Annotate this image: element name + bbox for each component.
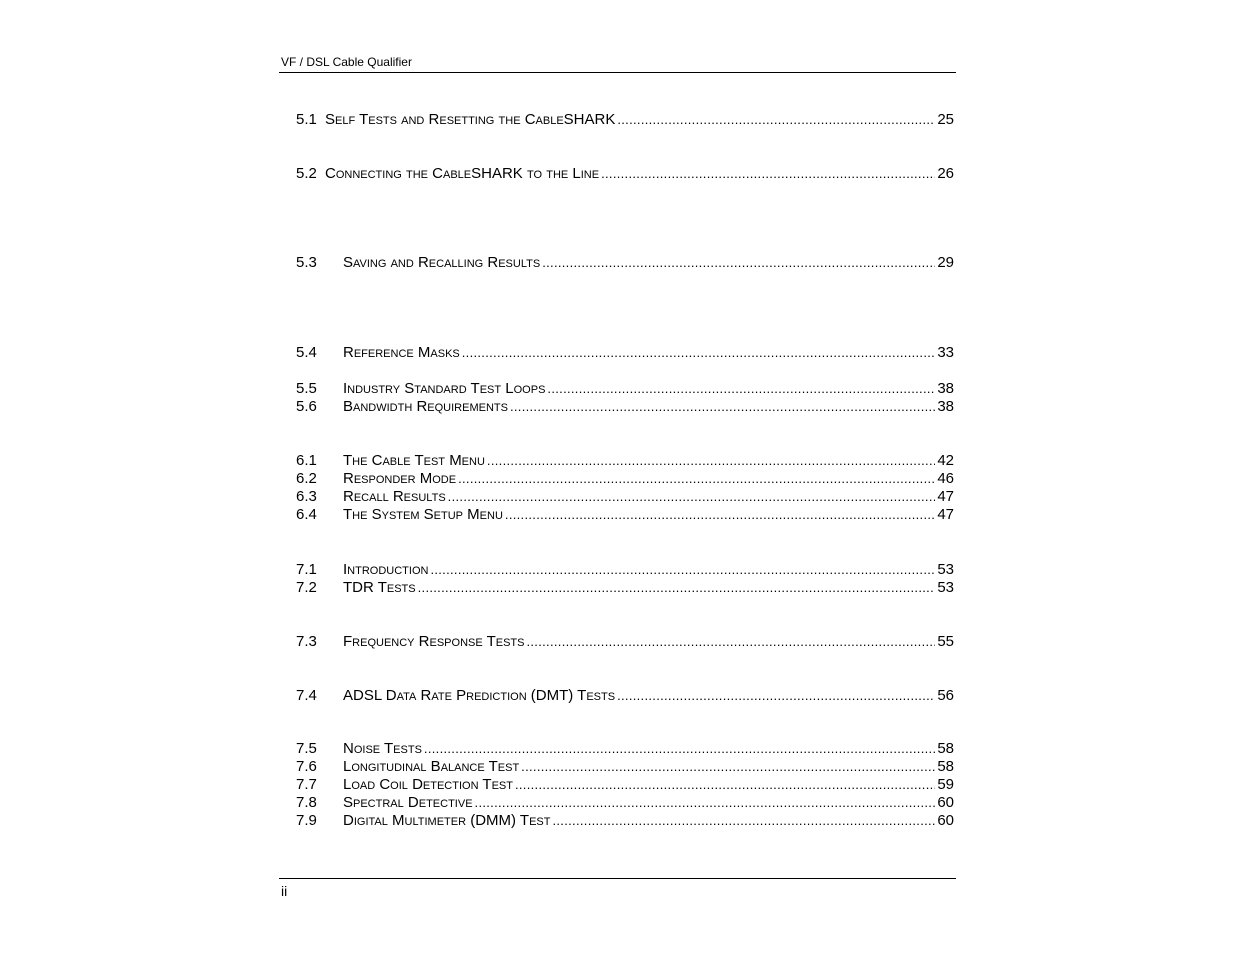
toc-entry-page: 55 bbox=[937, 633, 954, 650]
dot-leader bbox=[542, 254, 935, 272]
toc-entry-title: Spectral Detective bbox=[343, 794, 473, 811]
toc-entry[interactable] bbox=[296, 633, 954, 651]
toc-entry[interactable] bbox=[296, 740, 954, 758]
toc-entry-title: Digital Multimeter (DMM) Test bbox=[343, 812, 551, 829]
toc-entry-number: 7.2 bbox=[296, 579, 317, 596]
dot-leader bbox=[475, 794, 936, 812]
toc-entry[interactable] bbox=[296, 452, 954, 470]
dot-leader bbox=[617, 687, 935, 705]
toc-entry-page: 58 bbox=[937, 740, 954, 757]
toc-entry-page: 60 bbox=[937, 794, 954, 811]
toc-entry-number: 7.8 bbox=[296, 794, 317, 811]
toc-entry-title: Responder Mode bbox=[343, 470, 457, 487]
dot-leader bbox=[505, 506, 935, 524]
toc-entry[interactable] bbox=[296, 398, 954, 416]
dot-leader bbox=[448, 488, 936, 506]
dot-leader bbox=[430, 561, 935, 579]
toc-entry[interactable] bbox=[296, 776, 954, 794]
toc-entry-number: 5.3 bbox=[296, 254, 317, 271]
toc-entry-number: 5.4 bbox=[296, 344, 317, 361]
toc-entry[interactable] bbox=[296, 506, 954, 524]
toc-entry[interactable] bbox=[296, 488, 954, 506]
toc-entry-page: 38 bbox=[937, 380, 954, 397]
dot-leader bbox=[547, 380, 935, 398]
dot-leader bbox=[462, 344, 936, 362]
toc-entry-number: 6.1 bbox=[296, 452, 317, 469]
toc-entry-number: 5.2 bbox=[296, 165, 317, 182]
toc-entry-number: 5.6 bbox=[296, 398, 317, 415]
dot-leader bbox=[515, 776, 935, 794]
toc-entry-page: 25 bbox=[937, 111, 954, 128]
toc-entry-number: 5.1 bbox=[296, 111, 317, 128]
page-number: ii bbox=[281, 883, 288, 899]
toc-entry-title: The System Setup Menu bbox=[343, 506, 503, 523]
toc-entry-page: 53 bbox=[937, 561, 954, 578]
dot-leader bbox=[526, 633, 935, 651]
running-header: VF / DSL Cable Qualifier bbox=[281, 55, 412, 69]
toc-entry-number: 7.7 bbox=[296, 776, 317, 793]
toc-entry-page: 60 bbox=[937, 812, 954, 829]
toc-entry-page: 26 bbox=[937, 165, 954, 182]
toc-entry[interactable] bbox=[296, 794, 954, 812]
dot-leader bbox=[601, 165, 935, 183]
toc-entry-title: Connecting the CableSHARK to the Line bbox=[325, 165, 600, 182]
toc-entry-page: 47 bbox=[937, 488, 954, 505]
toc-entry-page: 46 bbox=[937, 470, 954, 487]
toc-entry-number: 7.3 bbox=[296, 633, 317, 650]
dot-leader bbox=[418, 579, 936, 597]
dot-leader bbox=[510, 398, 935, 416]
toc-entry[interactable] bbox=[296, 579, 954, 597]
toc-entry-number: 6.2 bbox=[296, 470, 317, 487]
toc-entry-number: 7.4 bbox=[296, 687, 317, 704]
toc-entry-title: TDR Tests bbox=[343, 579, 416, 596]
toc-entry-title: The Cable Test Menu bbox=[343, 452, 485, 469]
toc-entry-page: 59 bbox=[937, 776, 954, 793]
toc-entry-number: 6.3 bbox=[296, 488, 317, 505]
toc-entry[interactable] bbox=[296, 758, 954, 776]
toc-entry-page: 33 bbox=[937, 344, 954, 361]
toc-entry-title: Bandwidth Requirements bbox=[343, 398, 508, 415]
toc-entry-number: 7.6 bbox=[296, 758, 317, 775]
toc-entry[interactable] bbox=[296, 111, 954, 129]
toc-entry[interactable] bbox=[296, 812, 954, 830]
toc-entry-title: Load Coil Detection Test bbox=[343, 776, 513, 793]
dot-leader bbox=[458, 470, 935, 488]
toc-entry-page: 56 bbox=[937, 687, 954, 704]
dot-leader bbox=[521, 758, 935, 776]
toc-entry-title: Noise Tests bbox=[343, 740, 422, 757]
toc-entry-title: Longitudinal Balance Test bbox=[343, 758, 520, 775]
toc-entry-title: Reference Masks bbox=[343, 344, 460, 361]
toc-entry[interactable] bbox=[296, 344, 954, 362]
header-rule bbox=[279, 72, 956, 73]
toc-entry[interactable] bbox=[296, 561, 954, 579]
toc-entry-page: 53 bbox=[937, 579, 954, 596]
dot-leader bbox=[424, 740, 935, 758]
toc-entry[interactable] bbox=[296, 380, 954, 398]
toc-entry-number: 7.1 bbox=[296, 561, 317, 578]
toc-entry[interactable] bbox=[296, 687, 954, 705]
dot-leader bbox=[617, 111, 935, 129]
toc-entry-title: Introduction bbox=[343, 561, 429, 578]
toc-entry[interactable] bbox=[296, 470, 954, 488]
toc-entry-page: 42 bbox=[937, 452, 954, 469]
dot-leader bbox=[487, 452, 935, 470]
toc-entry-title: Saving and Recalling Results bbox=[343, 254, 541, 271]
toc-entry[interactable] bbox=[296, 254, 954, 272]
toc-entry-title: Frequency Response Tests bbox=[343, 633, 525, 650]
toc-entry-page: 47 bbox=[937, 506, 954, 523]
toc-entry-page: 29 bbox=[937, 254, 954, 271]
toc-entry-title: Industry Standard Test Loops bbox=[343, 380, 546, 397]
footer-rule bbox=[279, 878, 956, 879]
toc-entry-title: ADSL Data Rate Prediction (DMT) Tests bbox=[343, 687, 616, 704]
dot-leader bbox=[552, 812, 935, 830]
toc-entry-number: 6.4 bbox=[296, 506, 317, 523]
toc-entry-number: 7.9 bbox=[296, 812, 317, 829]
toc-entry-title: Recall Results bbox=[343, 488, 446, 505]
toc-entry-page: 38 bbox=[937, 398, 954, 415]
toc-entry-number: 5.5 bbox=[296, 380, 317, 397]
toc-entry-page: 58 bbox=[937, 758, 954, 775]
toc-entry-title: Self Tests and Resetting the CableSHARK bbox=[325, 111, 616, 128]
toc-entry[interactable] bbox=[296, 165, 954, 183]
toc-entry-number: 7.5 bbox=[296, 740, 317, 757]
